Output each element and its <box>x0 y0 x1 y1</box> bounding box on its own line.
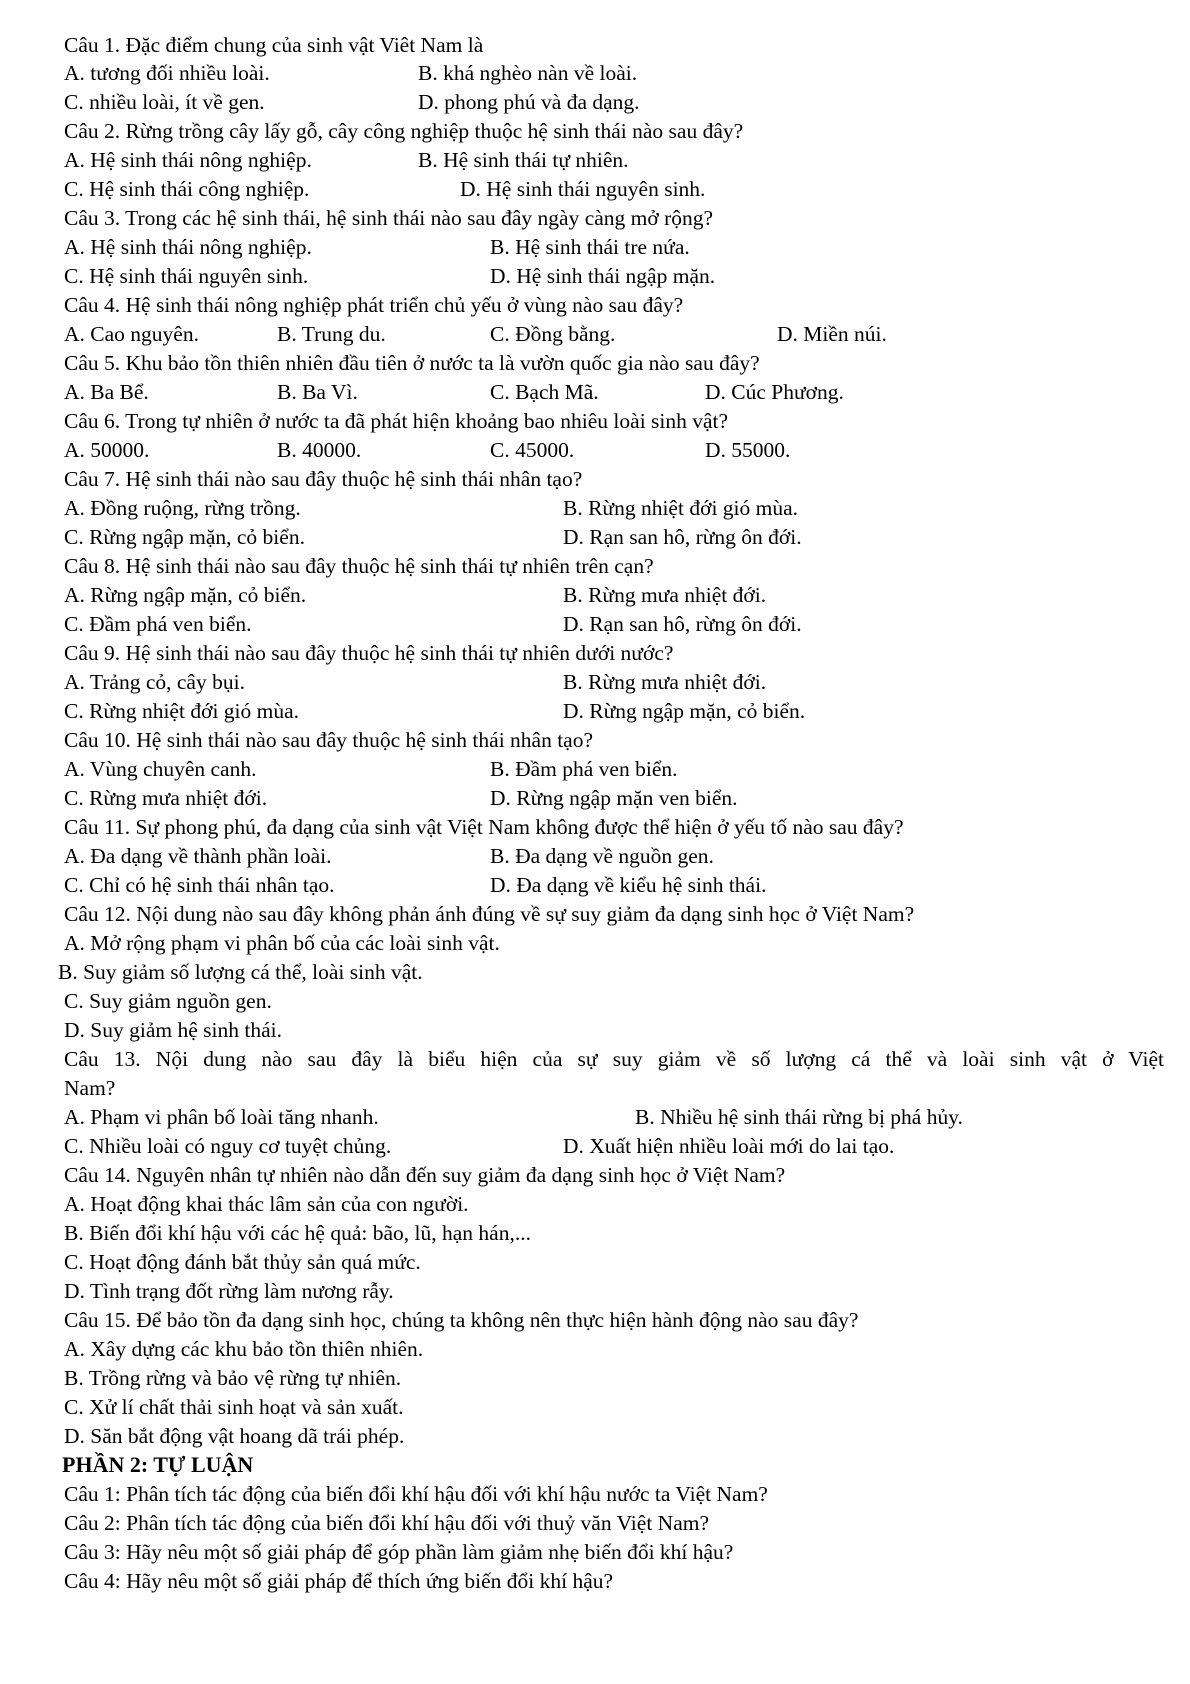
essay-question-3: Câu 3: Hãy nêu một số giải pháp để góp phần làm giảm nhẹ biến đổi khí hậu? <box>64 1540 734 1564</box>
option-b: B. Đa dạng về nguồn gen. <box>490 844 714 868</box>
question-11-stem: Câu 11. Sự phong phú, đa dạng của sinh vật Việt Nam không được thể hiện ở yếu tố nào sau đây? <box>64 815 904 839</box>
question-4-stem: Câu 4. Hệ sinh thái nông nghiệp phát triển chủ yếu ở vùng nào sau đây? <box>64 293 684 317</box>
option-c: C. Nhiều loài có nguy cơ tuyệt chủng. <box>64 1134 392 1158</box>
options-row <box>0 580 1190 610</box>
option-b: B. Đầm phá ven biển. <box>490 757 678 781</box>
question-5-stem: Câu 5. Khu bảo tồn thiên nhiên đầu tiên ở nước ta là vườn quốc gia nào sau đây? <box>64 351 760 375</box>
option-c: C. Rừng nhiệt đới gió mùa. <box>64 699 300 723</box>
option-c: C. 45000. <box>490 438 575 462</box>
options-row <box>0 522 1190 552</box>
option-b: B. Rừng mưa nhiệt đới. <box>563 583 767 607</box>
question-stem <box>0 725 1190 755</box>
option-c: C. Chỉ có hệ sinh thái nhân tạo. <box>64 873 335 897</box>
question-15-stem: Câu 15. Để bảo tồn đa dạng sinh học, chúng ta không nên thực hiện hành động nào sau đây? <box>64 1308 859 1332</box>
question-9-stem: Câu 9. Hệ sinh thái nào sau đây thuộc hệ sinh thái tự nhiên dưới nước? <box>64 641 674 665</box>
question-stem <box>0 899 1190 929</box>
option-a: A. Xây dựng các khu bảo tồn thiên nhiên. <box>64 1337 424 1361</box>
options-row <box>0 493 1190 523</box>
essay-question <box>0 1479 1190 1509</box>
essay-question <box>0 1537 1190 1567</box>
options-row <box>0 1102 1190 1132</box>
question-stem <box>0 30 1190 60</box>
option-line <box>0 1421 1190 1451</box>
question-3-stem: Câu 3. Trong các hệ sinh thái, hệ sinh thái nào sau đây ngày càng mở rộng? <box>64 206 714 230</box>
question-13-stem-line1: Câu 13. Nội dung nào sau đây là biểu hiện của sự suy giảm về số lượng cá thể và loài sinh vật ở Việt <box>64 1047 1164 1071</box>
question-1-stem: Câu 1. Đặc điểm chung của sinh vật Viêt Nam là <box>64 33 484 57</box>
option-b: B. Rừng mưa nhiệt đới. <box>563 670 767 694</box>
option-b: B. Ba Vì. <box>277 380 358 404</box>
option-a: A. Hệ sinh thái nông nghiệp. <box>64 235 312 259</box>
part-2-heading: PHẦN 2: TỰ LUẬN <box>62 1452 254 1477</box>
options-row <box>0 870 1190 900</box>
option-d: D. Rạn san hô, rừng ôn đới. <box>563 612 802 636</box>
options-row <box>0 754 1190 784</box>
option-a: A. tương đối nhiều loài. <box>64 61 270 85</box>
question-13-stem-line2: Nam? <box>64 1076 116 1100</box>
section-heading <box>0 1450 1190 1480</box>
question-stem <box>0 1073 1190 1103</box>
question-10-stem: Câu 10. Hệ sinh thái nào sau đây thuộc hệ sinh thái nhân tạo? <box>64 728 594 752</box>
option-a: A. 50000. <box>64 438 150 462</box>
question-stem <box>0 348 1190 378</box>
essay-question-4: Câu 4: Hãy nêu một số giải pháp để thích ứng biến đổi khí hậu? <box>64 1569 614 1593</box>
option-line <box>0 1218 1190 1248</box>
option-a: A. Hoạt động khai thác lâm sản của con người. <box>64 1192 469 1216</box>
question-stem <box>0 551 1190 581</box>
question-stem <box>0 406 1190 436</box>
option-d: D. Suy giảm hệ sinh thái. <box>64 1018 282 1042</box>
option-line <box>0 986 1190 1016</box>
option-d: D. Xuất hiện nhiều loài mới do lai tạo. <box>563 1134 895 1158</box>
options-row <box>0 174 1190 204</box>
option-c: C. Hoạt động đánh bắt thủy sản quá mức. <box>64 1250 421 1274</box>
option-a: A. Đồng ruộng, rừng trồng. <box>64 496 301 520</box>
option-b: B. Suy giảm số lượng cá thể, loài sinh vật. <box>58 960 423 984</box>
option-b: B. Rừng nhiệt đới gió mùa. <box>563 496 799 520</box>
option-line <box>0 1247 1190 1277</box>
option-c: C. Hệ sinh thái nguyên sinh. <box>64 264 309 288</box>
option-c: C. Bạch Mã. <box>490 380 599 404</box>
option-a: A. Trảng cỏ, cây bụi. <box>64 670 245 694</box>
option-line <box>0 1276 1190 1306</box>
option-a: A. Hệ sinh thái nông nghiệp. <box>64 148 312 172</box>
option-a: A. Đa dạng về thành phần loài. <box>64 844 332 868</box>
option-d: D. Hệ sinh thái nguyên sinh. <box>460 177 706 201</box>
option-line <box>0 1334 1190 1364</box>
options-row <box>0 435 1190 465</box>
option-d: D. Tình trạng đốt rừng làm nương rẫy. <box>64 1279 394 1303</box>
question-stem <box>0 290 1190 320</box>
options-row <box>0 1131 1190 1161</box>
question-stem <box>0 638 1190 668</box>
options-row <box>0 377 1190 407</box>
question-stem <box>0 116 1190 146</box>
option-a: A. Mở rộng phạm vi phân bố của các loài sinh vật. <box>64 931 500 955</box>
option-line <box>0 1363 1190 1393</box>
question-2-stem: Câu 2. Rừng trồng cây lấy gỗ, cây công nghiệp thuộc hệ sinh thái nào sau đây? <box>64 119 744 143</box>
option-d: D. Miền núi. <box>777 322 887 346</box>
question-stem <box>0 203 1190 233</box>
question-7-stem: Câu 7. Hệ sinh thái nào sau đây thuộc hệ sinh thái nhân tạo? <box>64 467 583 491</box>
option-c: C. Hệ sinh thái công nghiệp. <box>64 177 310 201</box>
option-d: D. Rạn san hô, rừng ôn đới. <box>563 525 802 549</box>
option-d: D. Hệ sinh thái ngập mặn. <box>490 264 716 288</box>
options-row <box>0 319 1190 349</box>
question-stem <box>0 1044 1190 1074</box>
option-b: B. Nhiều hệ sinh thái rừng bị phá hủy. <box>635 1105 963 1129</box>
options-row <box>0 232 1190 262</box>
question-14-stem: Câu 14. Nguyên nhân tự nhiên nào dẫn đến suy giảm đa dạng sinh học ở Việt Nam? <box>64 1163 786 1187</box>
option-a: A. Cao nguyên. <box>64 322 199 346</box>
option-c: C. Suy giảm nguồn gen. <box>64 989 272 1013</box>
options-row <box>0 87 1190 117</box>
question-stem <box>0 1305 1190 1335</box>
options-row <box>0 261 1190 291</box>
option-d: D. Cúc Phương. <box>705 380 844 404</box>
option-b: B. Hệ sinh thái tự nhiên. <box>418 148 629 172</box>
option-b: B. Trung du. <box>277 322 386 346</box>
option-c: C. Xử lí chất thải sinh hoạt và sản xuất. <box>64 1395 404 1419</box>
option-c: C. Rừng ngập mặn, cỏ biển. <box>64 525 305 549</box>
options-row <box>0 667 1190 697</box>
options-row <box>0 609 1190 639</box>
options-row <box>0 841 1190 871</box>
option-c: C. nhiều loài, ít về gen. <box>64 90 265 114</box>
question-stem <box>0 464 1190 494</box>
option-b: B. khá nghèo nàn về loài. <box>418 61 638 85</box>
option-b: B. 40000. <box>277 438 362 462</box>
option-line <box>0 957 1190 987</box>
option-b: B. Trồng rừng và bảo vệ rừng tự nhiên. <box>64 1366 402 1390</box>
option-d: D. Đa dạng về kiểu hệ sinh thái. <box>490 873 767 897</box>
question-6-stem: Câu 6. Trong tự nhiên ở nước ta đã phát hiện khoảng bao nhiêu loài sinh vật? <box>64 409 729 433</box>
question-12-stem: Câu 12. Nội dung nào sau đây không phản ánh đúng về sự suy giảm đa dạng sinh học ở Việt Nam? <box>64 902 915 926</box>
option-d: D. 55000. <box>705 438 791 462</box>
options-row <box>0 58 1190 88</box>
options-row <box>0 696 1190 726</box>
option-line <box>0 1189 1190 1219</box>
option-a: A. Vùng chuyên canh. <box>64 757 257 781</box>
option-a: A. Phạm vi phân bố loài tăng nhanh. <box>64 1105 379 1129</box>
essay-question <box>0 1508 1190 1538</box>
essay-question-2: Câu 2: Phân tích tác động của biến đổi khí hậu đối với thuỷ văn Việt Nam? <box>64 1511 709 1535</box>
option-b: B. Hệ sinh thái tre nứa. <box>490 235 690 259</box>
option-c: C. Rừng mưa nhiệt đới. <box>64 786 268 810</box>
option-a: A. Ba Bể. <box>64 380 149 404</box>
options-row <box>0 145 1190 175</box>
essay-question <box>0 1566 1190 1596</box>
option-d: D. Rừng ngập mặn ven biển. <box>490 786 738 810</box>
options-row <box>0 783 1190 813</box>
option-d: D. phong phú và đa dạng. <box>418 90 640 114</box>
essay-question-1: Câu 1: Phân tích tác động của biến đổi khí hậu đối với khí hậu nước ta Việt Nam? <box>64 1482 768 1506</box>
option-a: A. Rừng ngập mặn, cỏ biển. <box>64 583 307 607</box>
option-d: D. Rừng ngập mặn, cỏ biển. <box>563 699 806 723</box>
question-stem <box>0 1160 1190 1190</box>
option-line <box>0 1015 1190 1045</box>
option-line <box>0 928 1190 958</box>
option-b: B. Biến đổi khí hậu với các hệ quả: bão, lũ, hạn hán,... <box>64 1221 531 1245</box>
option-c: C. Đồng bằng. <box>490 322 616 346</box>
question-stem <box>0 812 1190 842</box>
option-d: D. Săn bắt động vật hoang dã trái phép. <box>64 1424 405 1448</box>
option-c: C. Đầm phá ven biển. <box>64 612 252 636</box>
option-line <box>0 1392 1190 1422</box>
question-8-stem: Câu 8. Hệ sinh thái nào sau đây thuộc hệ sinh thái tự nhiên trên cạn? <box>64 554 654 578</box>
